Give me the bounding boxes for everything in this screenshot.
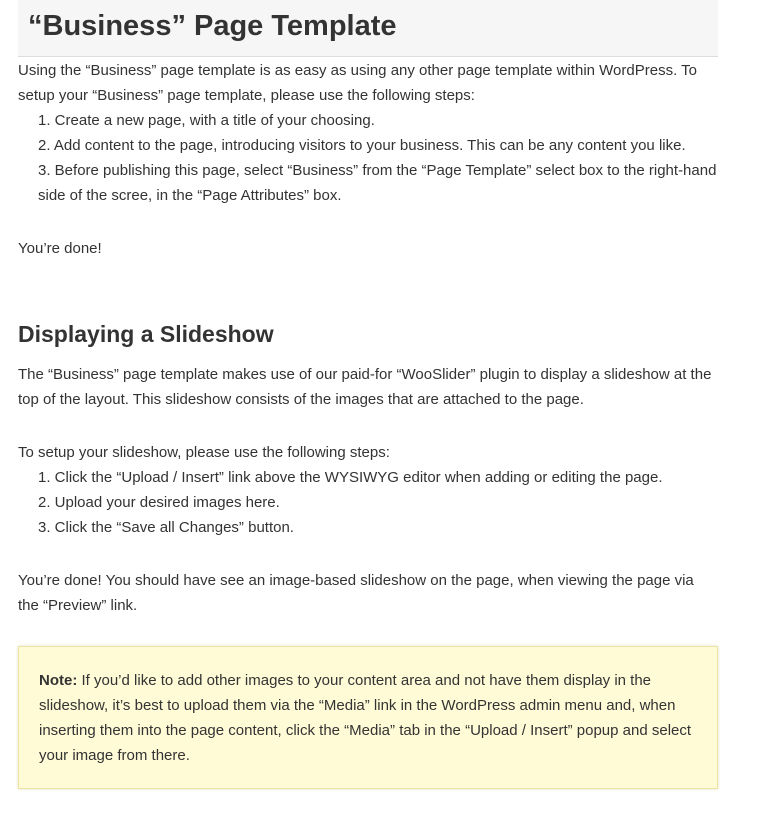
slideshow-done-paragraph: You’re done! You should have see an image-based slideshow on the page, when viewing the page via the “Preview” link. (18, 572, 694, 614)
article-content (18, 0, 718, 789)
note-text: If you’d like to add other images to your content area and not have them display in the slideshow, it’s best to upload them via the “Media” link in the WordPress admin menu and, when inserting them into the page content, click the “Media” tab in the “Upload / Insert” popup and select your image from there. (39, 672, 692, 764)
slideshow-heading: Displaying a Slideshow (18, 321, 274, 347)
list-item: 1. Create a new page, with a title of your choosing. (38, 112, 375, 129)
business-steps-list (18, 108, 718, 208)
list-item: 3. Click the “Save all Changes” button. (38, 519, 294, 536)
slideshow-steps-list (18, 465, 718, 540)
slideshow-intro-paragraph: The “Business” page template makes use of our paid-for “WooSlider” plugin to display a slideshow at the top of the layout. This slideshow consists of the images that are attached to the page. (18, 366, 712, 408)
list-item: 3. Before publishing this page, select “Business” from the “Page Template” select box to the right-hand side of the scree, in the “Page Attributes” box. (38, 162, 717, 204)
note-paragraph (39, 668, 697, 768)
note-box (18, 646, 718, 789)
slideshow-setup-paragraph: To setup your slideshow, please use the following steps: (18, 444, 390, 461)
intro-paragraph: Using the “Business” page template is as easy as using any other page template within WordPress. To setup your “Business” page template, please use the following steps: (18, 62, 697, 104)
page-title: “Business” Page Template (28, 10, 397, 42)
note-label: Note: (39, 672, 78, 689)
list-item: 2. Upload your desired images here. (38, 494, 280, 511)
done-paragraph: You’re done! (18, 240, 102, 257)
list-item: 1. Click the “Upload / Insert” link above the WYSIWYG editor when adding or editing the page. (38, 469, 663, 486)
list-item: 2. Add content to the page, introducing visitors to your business. This can be any content you like. (38, 137, 686, 154)
page-header (18, 0, 718, 57)
